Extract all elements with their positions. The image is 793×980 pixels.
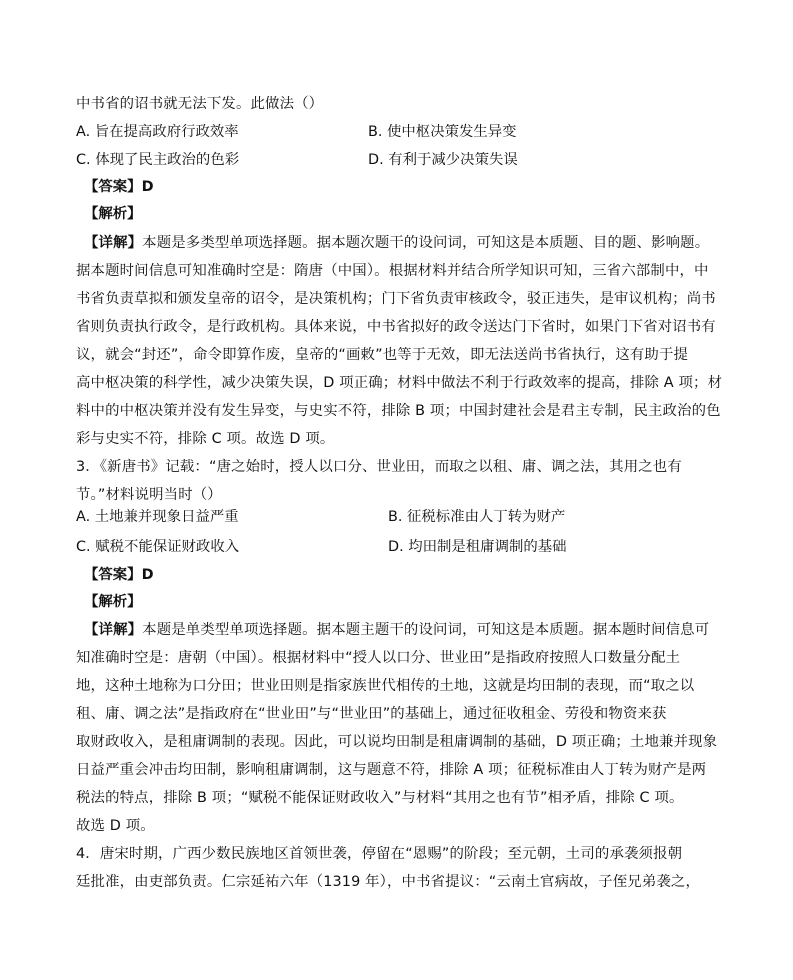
q2-option-d: D. 有利于减少决策失误 — [368, 152, 518, 168]
q3-option-a: A. 土地兼并现象日益严重 — [76, 509, 239, 525]
q3-detail-line-8: 故选 D 项。 — [76, 818, 155, 834]
q3-detail-line-2: 知准确时空是：唐朝（中国）。根据材料中“授人以口分、世业田”是指政府按照人口数量分配土 — [76, 650, 681, 666]
q3-detail-line-1: 【详解】本题是单类型单项选择题。据本题主题干的设问词，可知这是本质题。据本题时间信息可 — [84, 622, 710, 638]
q3-option-c: C. 赋税不能保证财政收入 — [76, 539, 240, 555]
q3-option-d: D. 均田制是租庸调制的基础 — [388, 539, 567, 555]
q2-detail-line-3: 书省负责草拟和颁发皇帝的诏令，是决策机构；门下省负责审核政令，驳正违失，是审议机构；尚书 — [76, 291, 716, 307]
q2-detail-line-8: 彩与史实不符，排除 C 项。故选 D 项。 — [76, 431, 335, 447]
q2-detail-line-6: 高中枢决策的科学性，减少决策失误，D 项正确；材料中做法不利于行政效率的提高，排除 A 项；材 — [76, 375, 723, 391]
q2-detail-line-7: 料中的中枢决策并没有发生异变，与史实不符，排除 B 项；中国封建社会是君主专制，民主政治的色 — [76, 403, 721, 419]
q2-detail-line-5: 议，就会“封还”，命令即算作废，皇帝的“画敕”也等于无效，即无法送尚书省执行，这有助于提 — [76, 347, 689, 363]
q3-detail-line-6: 日益严重会冲击均田制，影响租庸调制，这与题意不符，排除 A 项；征税标准由人丁转为财产是两 — [76, 762, 707, 778]
q2-option-c: C. 体现了民主政治的色彩 — [76, 152, 240, 168]
q4-stem-line-2: 廷批准，由吏部负责。仁宗延祐六年（1319 年），中书省提议：“云南土官病故，子侄兄弟袭之， — [76, 874, 700, 890]
q3-detail-line-5: 取财政收入，是租庸调制的表现。因此，可以说均田制是租庸调制的基础，D 项正确；土地兼并现象 — [76, 734, 718, 750]
q3-answer: 【答案】D — [84, 567, 154, 583]
q3-detail-line-4: 租、庸、调之法”是指政府在“世业田”与“世业田”的基础上，通过征收租金、劳役和物资来获 — [76, 706, 667, 722]
q2-detail-line-4: 省则负责执行政令，是行政机构。具体来说，中书省拟好的政令送达门下省时，如果门下省对诏书有 — [76, 319, 716, 335]
q3-detail-label: 【详解】 — [84, 622, 143, 638]
q3-analysis-label: 【解析】 — [84, 594, 142, 610]
q2-option-a: A. 旨在提高政府行政效率 — [76, 124, 239, 140]
q3-stem-line-1: 3．《新唐书》记载：“唐之始时，授人以口分、世业田，而取之以租、庸、调之法，其用之也有 — [76, 459, 682, 475]
q2-detail-label: 【详解】 — [84, 235, 143, 251]
q3-detail-line-7: 税法的特点，排除 B 项；“赋税不能保证财政收入”与材料“其用之也有节”相矛盾，排除 C 项。 — [76, 790, 684, 806]
q2-option-b: B. 使中枢决策发生异变 — [368, 124, 517, 140]
q3-detail-line-3: 地，这种土地称为口分田；世业田则是指家族世代相传的土地，这就是均田制的表现，而“取之以 — [76, 678, 695, 694]
q3-option-b: B. 征税标准由人丁转为财产 — [388, 509, 566, 525]
q2-analysis-label: 【解析】 — [84, 206, 142, 222]
q2-detail-line-2: 据本题时间信息可知准确时空是：隋唐（中国）。根据材料并结合所学知识可知，三省六部制中，中 — [76, 263, 709, 279]
q2-answer: 【答案】D — [84, 179, 154, 195]
q3-stem-line-2: 节。”材料说明当时（） — [76, 487, 222, 503]
q4-stem-line-1: 4．唐宋时期，广西少数民族地区首领世袭，停留在“恩赐”的阶段；至元朝，土司的承袭须报朝 — [76, 846, 683, 862]
q2-detail-line-1: 【详解】本题是多类型单项选择题。据本题次题干的设问词，可知这是本质题、目的题、影响题。 — [84, 235, 710, 251]
q2-stem-tail: 中书省的诏书就无法下发。此做法（） — [76, 96, 324, 112]
